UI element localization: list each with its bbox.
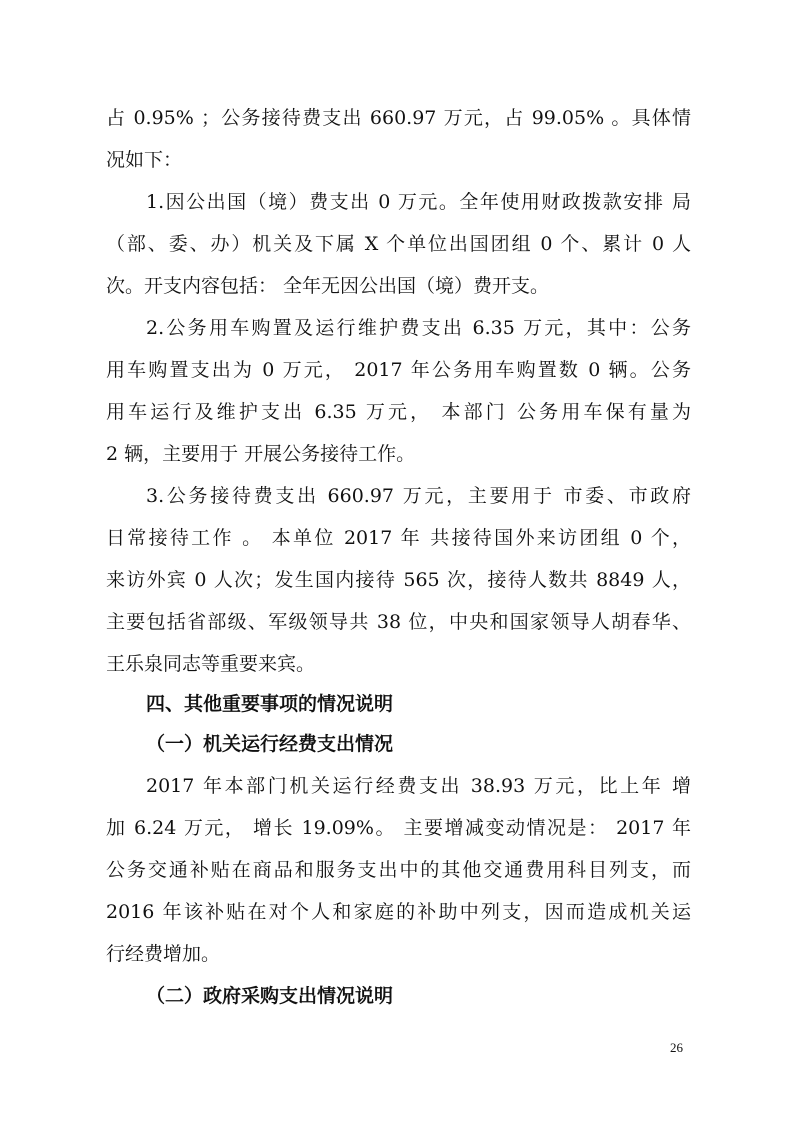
subsection-heading: （一）机关运行经费支出情况 [146,733,394,755]
text-line: 王乐泉同志等重要来宾。 [106,653,316,675]
text-line: 2017 年本部门机关运行经费支出 38.93 万元，比上年 增 [146,775,691,797]
section-heading: 四、其他重要事项的情况说明 [146,693,394,715]
text-line: 2.公务用车购置及运行维护费支出 6.35 万元，其中：公务 [146,317,691,339]
text-line: 2016 年该补贴在对个人和家庭的补助中列支，因而造成机关运 [106,901,691,923]
text-line: 行经费增加。 [106,943,221,965]
page-number: 26 [670,1040,683,1055]
text-line: 公务交通补贴在商品和服务支出中的其他交通费用科目列支，而 [106,859,691,881]
text-line: （部、委、办）机关及下属 X 个单位出国团组 0 个、累计 0 人 [106,233,691,255]
text-line: 3.公务接待费支出 660.97 万元，主要用于 市委、市政府 [146,485,691,507]
text-line: 加 6.24 万元， 增长 19.09%。 主要增减变动情况是： 2017 年 [106,817,691,839]
text-line: 主要包括省部级、军级领导共 38 位，中央和国家领导人胡春华、 [106,611,691,633]
subsection-heading: （二）政府采购支出情况说明 [146,985,394,1007]
text-line: 况如下： [106,149,183,171]
text-line: 用车运行及维护支出 6.35 万元， 本部门 公务用车保有量为 [106,401,691,423]
text-line: 用车购置支出为 0 万元， 2017 年公务用车购置数 0 辆。公务 [106,359,691,381]
text-line: 1.因公出国（境）费支出 0 万元。全年使用财政拨款安排 局 [146,191,691,213]
text-line: 2 辆，主要用于 开展公务接待工作。 [106,443,416,465]
text-line: 次。开支内容包括： 全年无因公出国（境）费开支。 [106,275,550,297]
text-line: 日常接待工作 。 本单位 2017 年 共接待国外来访团组 0 个， [106,527,691,549]
text-line: 来访外宾 0 人次；发生国内接待 565 次，接待人数共 8849 人， [106,569,691,591]
text-line: 占 0.95% ；公务接待费支出 660.97 万元，占 99.05% 。具体情 [106,107,691,129]
